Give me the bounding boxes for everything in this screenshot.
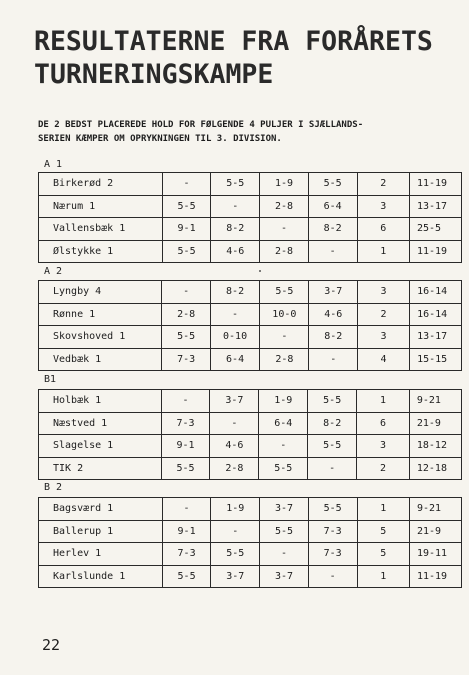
points: 5 xyxy=(357,543,409,566)
points: 6 xyxy=(357,412,410,435)
game-score: 9-21 xyxy=(409,498,461,521)
match-result: 5-5 xyxy=(259,457,308,480)
match-result: 4-6 xyxy=(211,240,260,263)
match-result: 10-0 xyxy=(260,303,309,326)
match-result: - xyxy=(210,412,259,435)
table-row xyxy=(39,303,462,326)
table-row xyxy=(39,543,462,566)
group-label-b1: B1 xyxy=(44,374,57,385)
match-result: 3-7 xyxy=(260,565,309,588)
match-result: 5-5 xyxy=(308,498,357,521)
match-result: 7-3 xyxy=(308,520,357,543)
game-score: 12-18 xyxy=(409,457,461,480)
match-result: 5-5 xyxy=(161,457,210,480)
game-score: 11-19 xyxy=(409,240,461,263)
match-result: 8-2 xyxy=(210,281,259,304)
match-result: 1-9 xyxy=(259,390,308,413)
team-name: TIK 2 xyxy=(39,457,162,480)
group-label-a2: A 2 xyxy=(44,266,63,277)
table-row xyxy=(39,195,462,218)
match-result: 7-3 xyxy=(308,543,357,566)
game-score: 16-14 xyxy=(410,281,462,304)
match-result: 7-3 xyxy=(161,412,210,435)
team-name: Ballerup 1 xyxy=(39,520,163,543)
standings-table-b1 xyxy=(38,389,462,480)
group-label-b2: B 2 xyxy=(44,482,63,493)
points: 3 xyxy=(357,195,409,218)
team-name: Nærum 1 xyxy=(39,195,163,218)
team-name: Næstved 1 xyxy=(39,412,162,435)
match-result: - xyxy=(260,543,309,566)
game-score: 21-9 xyxy=(409,520,461,543)
match-result: - xyxy=(308,457,357,480)
match-result: 2-8 xyxy=(260,348,309,371)
table-row xyxy=(39,435,462,458)
match-result: - xyxy=(308,565,357,588)
game-score: 11-19 xyxy=(409,173,461,196)
standings-table-a1 xyxy=(38,172,462,263)
table-row xyxy=(39,412,462,435)
match-result: 4-6 xyxy=(309,303,357,326)
points: 3 xyxy=(357,435,410,458)
match-result: 1-9 xyxy=(211,498,260,521)
points: 2 xyxy=(357,457,410,480)
match-result: 2-8 xyxy=(260,195,309,218)
team-name: Vedbæk 1 xyxy=(39,348,162,371)
match-result: 8-2 xyxy=(308,412,357,435)
intro-line-2: SERIEN KÆMPER OM OPRYKNINGEN TIL 3. DIVISION. xyxy=(38,134,282,144)
match-result: 5-5 xyxy=(260,520,309,543)
team-name: Slagelse 1 xyxy=(39,435,162,458)
table-row xyxy=(39,173,462,196)
game-score: 21-9 xyxy=(409,412,461,435)
table-row xyxy=(39,240,462,263)
match-result: 7-3 xyxy=(162,348,210,371)
match-result: 5-5 xyxy=(260,281,309,304)
intro-line-1: DE 2 BEDST PLACEREDE HOLD FOR FØLGENDE 4 PULJER I SJÆLLANDS- xyxy=(38,120,364,130)
team-name: Herlev 1 xyxy=(39,543,163,566)
match-result: 5-5 xyxy=(162,565,211,588)
points: 1 xyxy=(357,498,409,521)
team-name: Bagsværd 1 xyxy=(39,498,163,521)
stray-dot xyxy=(259,270,261,272)
page-number: 22 xyxy=(42,636,61,654)
points: 5 xyxy=(357,520,409,543)
match-result: 1-9 xyxy=(260,173,309,196)
match-result: 5-5 xyxy=(308,435,357,458)
match-result: 5-5 xyxy=(162,326,210,349)
team-name: Skovshoved 1 xyxy=(39,326,162,349)
match-result: 8-2 xyxy=(211,218,260,241)
game-score: 13-17 xyxy=(410,326,462,349)
points: 3 xyxy=(357,326,409,349)
match-result: - xyxy=(211,195,260,218)
match-result: 2-8 xyxy=(260,240,309,263)
match-result: - xyxy=(309,348,357,371)
match-result: - xyxy=(162,173,211,196)
game-score: 15-15 xyxy=(410,348,462,371)
match-result: 5-5 xyxy=(211,543,260,566)
game-score: 16-14 xyxy=(410,303,462,326)
match-result: 8-2 xyxy=(308,218,357,241)
match-result: - xyxy=(308,240,357,263)
team-name: Vallensbæk 1 xyxy=(39,218,163,241)
table-row xyxy=(39,457,462,480)
table-row xyxy=(39,498,462,521)
match-result: 6-4 xyxy=(259,412,308,435)
table-row xyxy=(39,520,462,543)
game-score: 25-5 xyxy=(409,218,461,241)
match-result: 3-7 xyxy=(309,281,357,304)
match-result: - xyxy=(259,435,308,458)
match-result: 3-7 xyxy=(210,390,259,413)
match-result: 3-7 xyxy=(211,565,260,588)
points: 2 xyxy=(357,173,409,196)
points: 1 xyxy=(357,240,409,263)
points: 4 xyxy=(357,348,409,371)
team-name: Lyngby 4 xyxy=(39,281,162,304)
page-title-line-1: RESULTATERNE FRA FORÅRETS xyxy=(34,26,433,57)
match-result: - xyxy=(161,390,210,413)
match-result: 5-5 xyxy=(308,390,357,413)
game-score: 9-21 xyxy=(409,390,461,413)
match-result: 2-8 xyxy=(162,303,210,326)
points: 2 xyxy=(357,303,409,326)
match-result: 5-5 xyxy=(211,173,260,196)
match-result: 2-8 xyxy=(210,457,259,480)
group-label-a1: A 1 xyxy=(44,159,63,170)
intro-text xyxy=(38,118,458,146)
match-result: - xyxy=(260,326,309,349)
match-result: 4-6 xyxy=(210,435,259,458)
match-result: - xyxy=(162,498,211,521)
match-result: 5-5 xyxy=(162,195,211,218)
match-result: - xyxy=(162,281,210,304)
page-title xyxy=(34,25,454,91)
match-result: 9-1 xyxy=(161,435,210,458)
table-row xyxy=(39,390,462,413)
match-result: 5-5 xyxy=(162,240,211,263)
game-score: 13-17 xyxy=(409,195,461,218)
table-row xyxy=(39,348,462,371)
match-result: 9-1 xyxy=(162,520,211,543)
standings-table-a2 xyxy=(38,280,462,371)
team-name: Ølstykke 1 xyxy=(39,240,163,263)
team-name: Karlslunde 1 xyxy=(39,565,163,588)
match-result: 5-5 xyxy=(308,173,357,196)
points: 1 xyxy=(357,565,409,588)
match-result: - xyxy=(211,520,260,543)
game-score: 19-11 xyxy=(409,543,461,566)
standings-table-b2 xyxy=(38,497,462,588)
page-title-line-2: TURNERINGSKAMPE xyxy=(34,59,274,90)
points: 1 xyxy=(357,390,410,413)
match-result: 6-4 xyxy=(308,195,357,218)
match-result: 6-4 xyxy=(210,348,259,371)
table-row xyxy=(39,326,462,349)
match-result: 9-1 xyxy=(162,218,211,241)
points: 6 xyxy=(357,218,409,241)
match-result: 3-7 xyxy=(260,498,309,521)
match-result: 8-2 xyxy=(309,326,357,349)
points: 3 xyxy=(357,281,409,304)
match-result: 7-3 xyxy=(162,543,211,566)
team-name: Rønne 1 xyxy=(39,303,162,326)
table-row xyxy=(39,281,462,304)
match-result: - xyxy=(260,218,309,241)
game-score: 11-19 xyxy=(409,565,461,588)
match-result: - xyxy=(210,303,259,326)
table-row xyxy=(39,565,462,588)
game-score: 18-12 xyxy=(409,435,461,458)
team-name: Birkerød 2 xyxy=(39,173,163,196)
match-result: 0-10 xyxy=(210,326,259,349)
team-name: Holbæk 1 xyxy=(39,390,162,413)
table-row xyxy=(39,218,462,241)
